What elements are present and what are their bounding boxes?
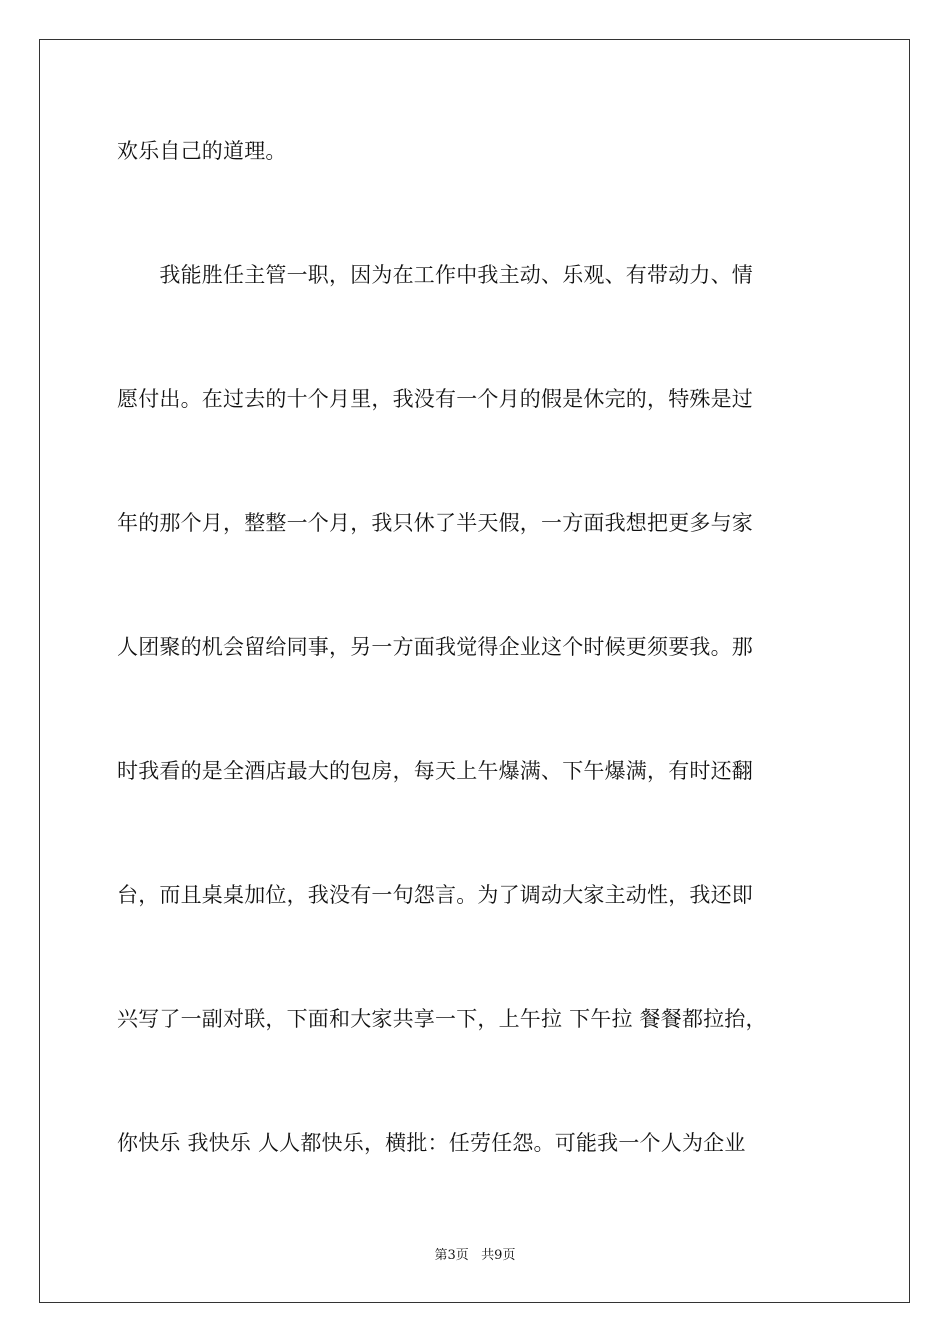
text-line: 台，而且桌桌加位，我没有一句怨言。为了调动大家主动性，我还即 (117, 883, 753, 907)
text-line: 你快乐 我快乐 人人都快乐，横批：任劳任怨。可能我一个人为企业 (117, 1131, 746, 1155)
text-line: 兴写了一副对联，下面和大家共享一下，上午拉 下午拉 餐餐都拉抬， (117, 1007, 767, 1031)
text-line: 年的那个月，整整一个月，我只休了半天假，一方面我想把更多与家 (117, 511, 753, 535)
paragraph-first-line: 我能胜任主管一职，因为在工作中我主动、乐观、有带动力、情 (117, 263, 753, 287)
text-line: 欢乐自己的道理。 (117, 139, 287, 163)
page-number-footer: 第3页 共9页 (434, 1248, 516, 1263)
page-border (39, 39, 910, 1303)
text-line: 时我看的是全酒店最大的包房，每天上午爆满、下午爆满，有时还翻 (117, 759, 753, 783)
text-line: 人团聚的机会留给同事，另一方面我觉得企业这个时候更须要我。那 (117, 635, 753, 659)
text-line: 愿付出。在过去的十个月里，我没有一个月的假是休完的，特殊是过 (117, 387, 753, 411)
